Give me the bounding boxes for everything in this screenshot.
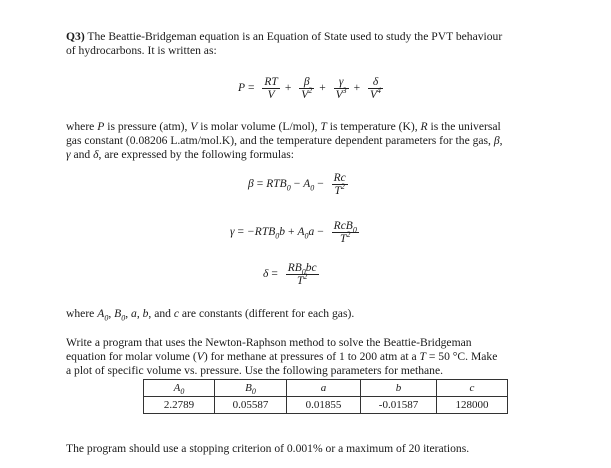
intro-line-1: The Beattie-Bridgeman equation is an Equation of State used to study the PVT behaviour xyxy=(87,30,503,43)
stopping-criterion: The program should use a stopping criterion of 0.001% or a maximum of 20 iterations. xyxy=(66,442,470,455)
value-a: 0.01855 xyxy=(287,397,361,414)
beattie-bridgeman-equation: P = $\frac{RT}{V}$ + $\frac{\beta}{V^2}$ + $\frac{\gamma}{V^3}$ + $\frac{\delta}{V^4}$ xyxy=(238,76,382,101)
header-a: a xyxy=(287,380,361,397)
value-b: -0.01587 xyxy=(361,397,437,414)
header-c: c xyxy=(437,380,508,397)
header-A0: $A_0$ xyxy=(144,380,215,397)
value-B0: 0.05587 xyxy=(215,397,287,414)
delta-equation: δ = $\frac{RB_0bc}{T^2}$ xyxy=(263,262,317,287)
methane-parameters-table xyxy=(143,379,508,414)
table-row xyxy=(144,397,508,414)
question-number: Q3) xyxy=(66,30,85,43)
definitions-paragraph: where P is pressure (atm), V is molar volume (L/mol), T is temperature (K), R is the universal gas constant (0.08206 L.atm/mol.K), and the temperature dependent parameters for the gas, β, γ and δ, are expressed by the following formulas: xyxy=(66,120,503,161)
gamma-equation: $\gamma = -RTB_0b + A_0a$ − $\frac{RcB_0}{T^2}$ xyxy=(230,220,357,245)
intro-line-2: of hydrocarbons. It is written as: xyxy=(66,44,217,57)
header-B0: $B_0$ xyxy=(215,380,287,397)
intro-paragraph xyxy=(66,30,556,58)
constants-note: where $A_0$, $B_0$, a, b, and c are constants (different for each gas). xyxy=(66,307,355,323)
task-paragraph: Write a program that uses the Newton-Raphson method to solve the Beattie-Bridgeman equation for molar volume (V) for methane at pressures of 1 to 200 atm at a T = 50 °C. Make a plot of specific volume vs. pressure. Use the following parameters for methane. xyxy=(66,336,498,377)
table-header-row xyxy=(144,380,508,397)
value-c: 128000 xyxy=(437,397,508,414)
beta-equation: $\beta = RTB_0 - A_0$ − $\frac{Rc}{T^2}$ xyxy=(248,172,346,197)
header-b: b xyxy=(361,380,437,397)
value-A0: 2.2789 xyxy=(144,397,215,414)
